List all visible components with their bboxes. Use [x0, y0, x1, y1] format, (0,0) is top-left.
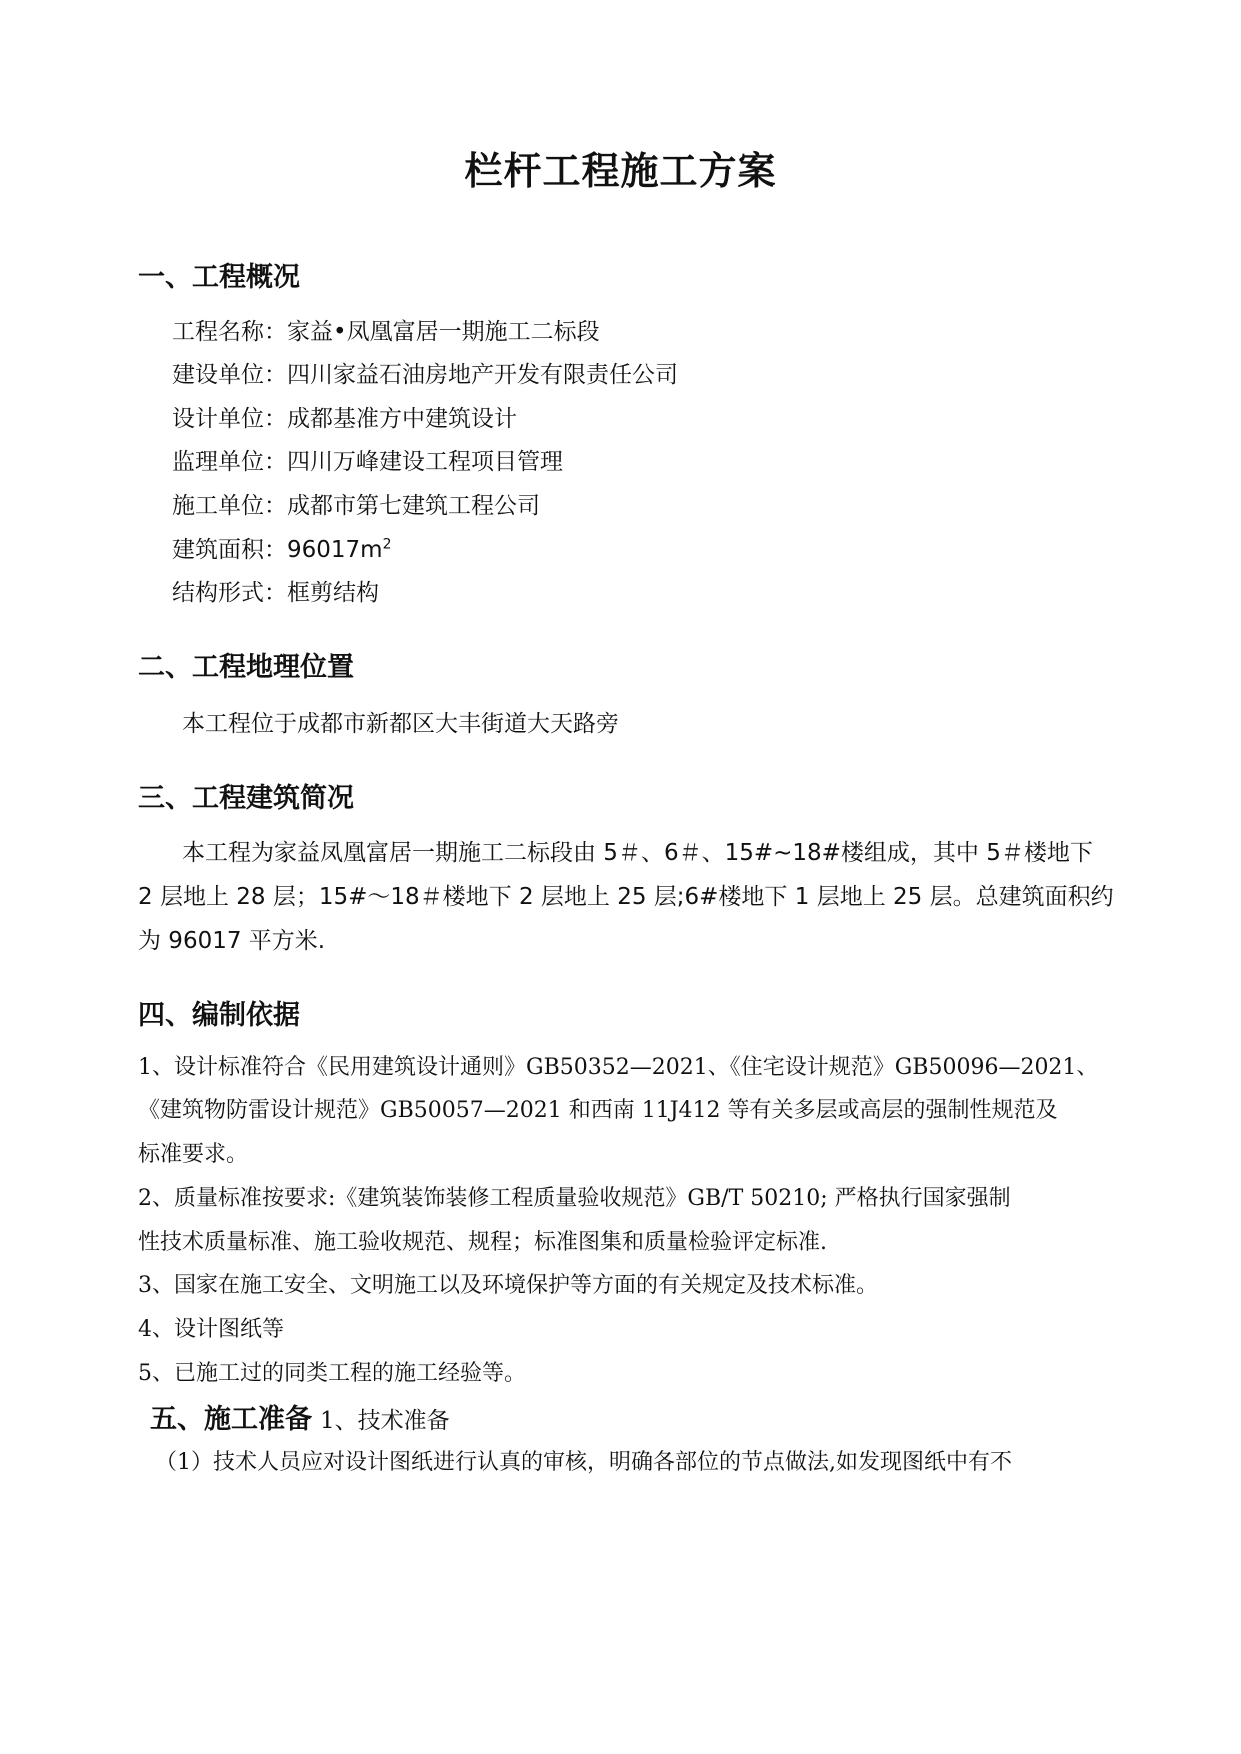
field-designer [172, 400, 517, 433]
field-value: 成都市第七建筑工程公司 [287, 493, 540, 519]
basis-line-6: 3、国家在施工安全、文明施工以及环境保护等方面的有关规定及技术标准。 [138, 1273, 878, 1298]
building-line-1: 本工程为家益凤凰富居一期施工二标段由 5＃、6＃、15#~18#楼组成，其中 5＃楼地下 [182, 840, 1093, 866]
basis-line-4: 2、质量标准按要求:《建筑装饰装修工程质量验收规范》GB/T 50210; 严格执行国家强制 [138, 1186, 1011, 1211]
basis-line-3: 标准要求。 [138, 1142, 249, 1167]
field-value-superscript: 2 [382, 536, 392, 553]
field-value: 四川万峰建设工程项目管理 [287, 449, 563, 475]
field-value: 家益•凤凰富居一期施工二标段 [287, 319, 600, 345]
basis-line-8: 5、已施工过的同类工程的施工经验等。 [138, 1361, 526, 1386]
preparation-line-1: （1）技术人员应对设计图纸进行认真的审核，明确各部位的节点做法,如发现图纸中有不 [155, 1450, 1012, 1475]
field-contractor [172, 487, 540, 520]
section-heading-basis: 四、编制依据 [138, 1000, 300, 1031]
field-value: 四川家益石油房地产开发有限责任公司 [287, 362, 678, 388]
basis-line-2: 《建筑物防雷设计规范》GB50057—2021 和西南 11J412 等有关多层或高层的强制性规范及 [138, 1098, 1058, 1123]
field-label: 监理单位： [172, 449, 287, 475]
building-line-2: 2 层地上 28 层；15#～18＃楼地下 2 层地上 25 层;6#楼地下 1 层地上 25 层。总建筑面积约 [138, 884, 1114, 910]
field-label: 建筑面积： [172, 537, 287, 563]
section-heading-text: 五、施工准备 [150, 1404, 312, 1435]
field-structure [172, 574, 379, 607]
field-label: 建设单位： [172, 362, 287, 388]
building-line-3: 为 96017 平方米. [138, 928, 326, 954]
section-heading-building: 三、工程建筑简况 [138, 783, 354, 814]
basis-line-1: 1、设计标准符合《民用建筑设计通则》GB50352—2021、《住宅设计规范》GB50096—2021、 [138, 1055, 1099, 1080]
section-heading-preparation [150, 1397, 450, 1436]
field-project-name [172, 313, 600, 346]
field-value: 96017m [287, 537, 383, 563]
field-label: 工程名称： [172, 319, 287, 345]
subheading-technical: 1、技术准备 [320, 1408, 450, 1434]
section-heading-overview: 一、工程概况 [138, 262, 300, 293]
field-client [172, 356, 678, 389]
field-value: 成都基准方中建筑设计 [287, 406, 517, 432]
basis-line-5: 性技术质量标准、施工验收规范、规程；标准图集和质量检验评定标准. [138, 1230, 827, 1255]
location-text: 本工程位于成都市新都区大丰街道大天路旁 [182, 711, 619, 737]
field-area [172, 531, 392, 564]
field-label: 结构形式： [172, 580, 287, 606]
document-title: 栏杆工程施工方案 [464, 149, 777, 193]
section-heading-location: 二、工程地理位置 [138, 652, 354, 683]
field-label: 施工单位： [172, 493, 287, 519]
basis-line-7: 4、设计图纸等 [138, 1317, 284, 1342]
field-label: 设计单位： [172, 406, 287, 432]
field-supervisor [172, 443, 563, 476]
field-value: 框剪结构 [287, 580, 379, 606]
